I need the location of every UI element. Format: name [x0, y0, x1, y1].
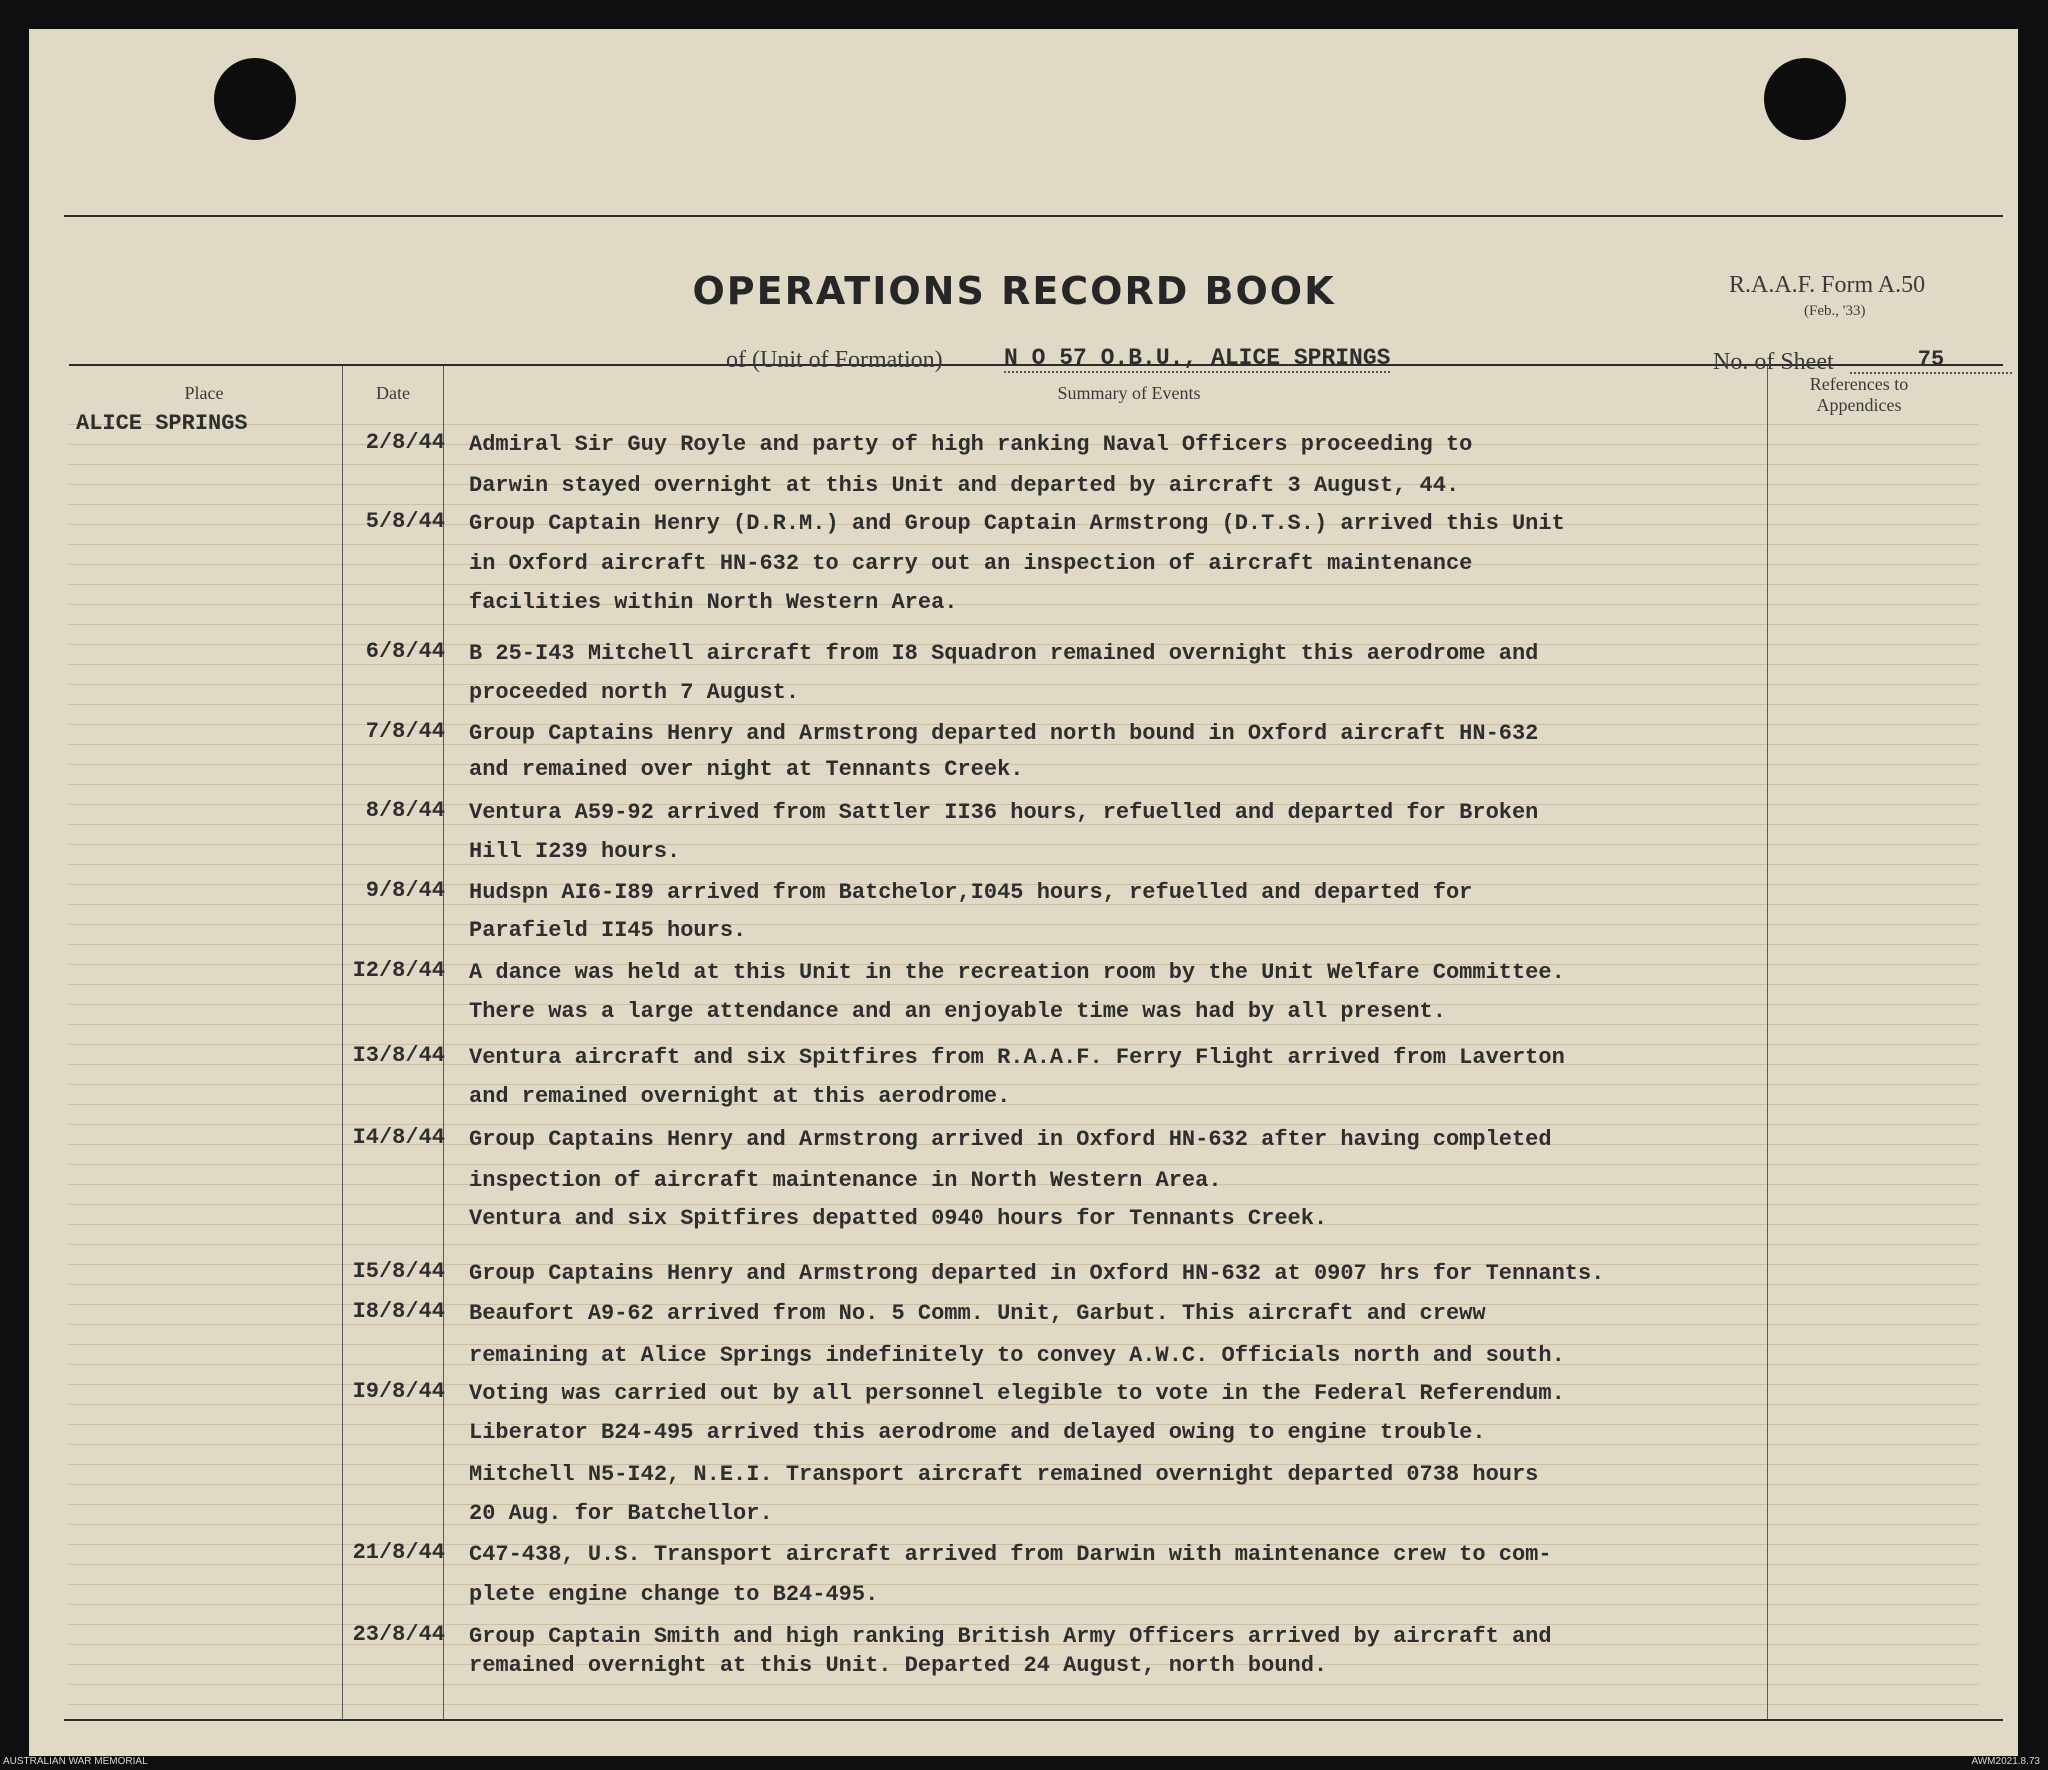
punch-hole-right — [1764, 58, 1846, 140]
entry-date: 6/8/44 — [365, 639, 445, 664]
entry-date: I5/8/44 — [352, 1259, 445, 1284]
column-header-place: Place — [184, 383, 224, 403]
paper-rule-line — [69, 464, 1978, 465]
entry-text-line: Mitchell N5-I42, N.E.I. Transport aircraft remained overnight departed 0738 hours — [469, 1462, 1539, 1487]
record-sheet — [29, 29, 2018, 1756]
paper-rule-line — [69, 584, 1978, 585]
paper-rule-line — [69, 544, 1978, 545]
paper-rule-line — [69, 424, 1978, 425]
entry-text-line: Ventura and six Spitfires depatted 0940 hours for Tennants Creek. — [469, 1206, 1328, 1231]
column-header-references: References to Appendices — [1809, 374, 1909, 415]
entry-text-line: Beaufort A9-62 arrived from No. 5 Comm. Unit, Garbut. This aircraft and creww — [469, 1301, 1486, 1326]
entry-text-line: plete engine change to B24-495. — [469, 1582, 879, 1607]
top-rule — [64, 215, 2003, 217]
entry-date: 8/8/44 — [365, 798, 445, 823]
entry-text-line: and remained over night at Tennants Creek. — [469, 757, 1024, 782]
paper-rule-line — [69, 1164, 1978, 1165]
unit-label: of (Unit of Formation) — [726, 347, 943, 373]
entry-date: I9/8/44 — [352, 1379, 445, 1404]
place-value: ALICE SPRINGS — [76, 411, 248, 436]
paper-rule-line — [69, 1204, 1978, 1205]
paper-rule-line — [69, 1244, 1978, 1245]
paper-rule-line — [69, 1704, 1978, 1705]
entry-text-line: in Oxford aircraft HN-632 to carry out an inspection of aircraft maintenance — [469, 551, 1473, 576]
credit-right: AWM2021.8.73 — [1971, 1756, 2040, 1767]
entry-text-line: and remained overnight at this aerodrome. — [469, 1084, 1011, 1109]
entry-text-line: Liberator B24-495 arrived this aerodrome and delayed owing to engine trouble. — [469, 1420, 1486, 1445]
form-date: (Feb., '33) — [1804, 303, 1866, 319]
entry-date: I3/8/44 — [352, 1043, 445, 1068]
credit-left: AUSTRALIAN WAR MEMORIAL — [3, 1756, 148, 1767]
column-header-summary: Summary of Events — [1057, 383, 1201, 403]
bottom-rule — [64, 1719, 2003, 1721]
entry-text-line: C47-438, U.S. Transport aircraft arrived from Darwin with maintenance crew to com- — [469, 1542, 1552, 1567]
entry-text-line: Admiral Sir Guy Royle and party of high ranking Naval Officers proceeding to — [469, 432, 1473, 457]
entry-text-line: Voting was carried out by all personnel elegible to vote in the Federal Referendum. — [469, 1381, 1565, 1406]
entry-text-line: There was a large attendance and an enjoyable time was had by all present. — [469, 999, 1446, 1024]
entry-text-line: Ventura A59-92 arrived from Sattler II36 hours, refuelled and departed for Broken — [469, 800, 1539, 825]
unit-value: N O 57 O.B.U., ALICE SPRINGS — [1004, 345, 1391, 371]
entry-text-line: Group Captain Henry (D.R.M.) and Group Captain Armstrong (D.T.S.) arrived this Unit — [469, 511, 1565, 536]
entry-text-line: Group Captain Smith and high ranking British Army Officers arrived by aircraft and — [469, 1624, 1552, 1649]
entry-text-line: A dance was held at this Unit in the recreation room by the Unit Welfare Committee. — [469, 960, 1565, 985]
entry-date: 21/8/44 — [352, 1540, 445, 1565]
entry-date: I8/8/44 — [352, 1299, 445, 1324]
entry-text-line: proceeded north 7 August. — [469, 680, 800, 705]
sheet-number: 75 — [1850, 347, 2012, 374]
entry-date: 9/8/44 — [365, 878, 445, 903]
entry-date: 23/8/44 — [352, 1622, 445, 1647]
entry-text-line: facilities within North Western Area. — [469, 590, 958, 615]
paper-rule-line — [69, 784, 1978, 785]
entry-date: 7/8/44 — [365, 719, 445, 744]
paper-rule-line — [69, 504, 1978, 505]
entry-date: I4/8/44 — [352, 1125, 445, 1150]
entry-text-line: Group Captains Henry and Armstrong departed north bound in Oxford aircraft HN-632 — [469, 721, 1539, 746]
entry-text-line: B 25-I43 Mitchell aircraft from I8 Squadron remained overnight this aerodrome and — [469, 641, 1539, 666]
entry-text-line: Parafield II45 hours. — [469, 918, 747, 943]
column-header-date: Date — [376, 383, 410, 403]
entry-text-line: Hudspn AI6-I89 arrived from Batchelor,I045 hours, refuelled and departed for — [469, 880, 1473, 905]
entry-text-line: Hill I239 hours. — [469, 839, 681, 864]
entry-text-line: 20 Aug. for Batchellor. — [469, 1501, 773, 1526]
entry-text-line: Group Captains Henry and Armstrong departed in Oxford HN-632 at 0907 hrs for Tennants. — [469, 1261, 1605, 1286]
entry-date: I2/8/44 — [352, 958, 445, 983]
form-number: R.A.A.F. Form A.50 — [1729, 272, 1926, 298]
paper-rule-line — [69, 944, 1978, 945]
entry-text-line: Ventura aircraft and six Spitfires from R.A.A.F. Ferry Flight arrived from Laverton — [469, 1045, 1565, 1070]
entry-text-line: Group Captains Henry and Armstrong arrived in Oxford HN-632 after having completed — [469, 1127, 1552, 1152]
entry-text-line: remaining at Alice Springs indefinitely to convey A.W.C. Officials north and south. — [469, 1343, 1565, 1368]
sheet-label: No. of Sheet — [1713, 349, 1834, 375]
paper-rule-line — [69, 1684, 1978, 1685]
entry-date: 5/8/44 — [365, 509, 445, 534]
paper-rule-line — [69, 624, 1978, 625]
entry-text-line: remained overnight at this Unit. Departed 24 August, north bound. — [469, 1653, 1328, 1678]
entry-text-line: inspection of aircraft maintenance in North Western Area. — [469, 1168, 1222, 1193]
punch-hole-left — [214, 58, 296, 140]
entry-date: 2/8/44 — [365, 430, 445, 455]
entry-text-line: Darwin stayed overnight at this Unit and departed by aircraft 3 August, 44. — [469, 473, 1460, 498]
page-title: OPERATIONS RECORD BOOK — [692, 269, 1336, 313]
